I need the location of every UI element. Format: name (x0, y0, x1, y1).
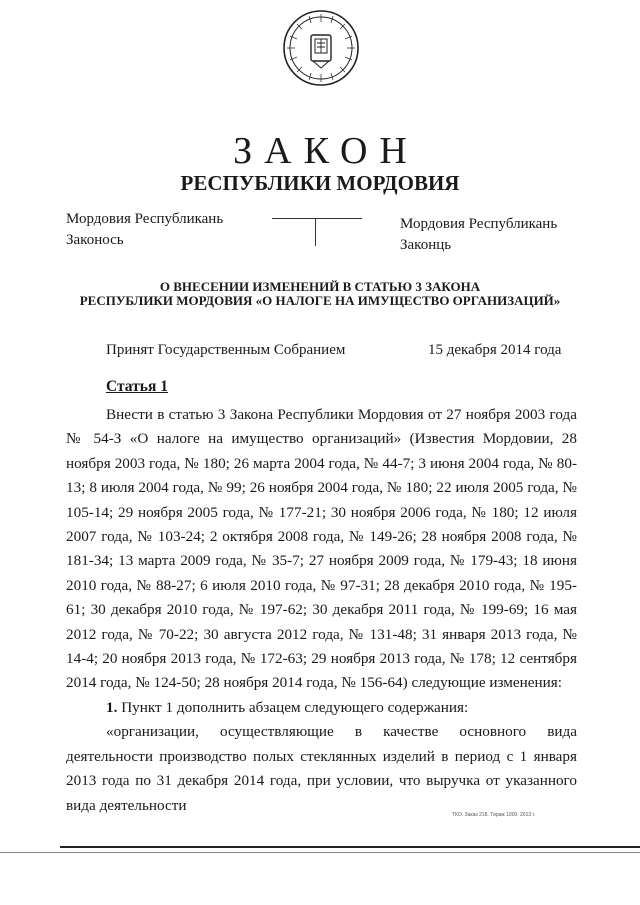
adoption-date: 15 декабря 2014 года (428, 342, 562, 358)
moksha-title-right (400, 214, 557, 256)
article-body (66, 403, 577, 818)
item-text: Пункт 1 дополнить абзацем следующего содержания: (121, 698, 469, 716)
moksha-left-line2: Законось (66, 232, 124, 248)
moksha-right-line2: Законць (400, 237, 452, 253)
article-item (66, 696, 577, 720)
article-paragraph: Внести в статью 3 Закона Республики Мордовия от 27 ноября 2003 года № 54-З «О налоге на имущество организаций» (Известия Мордовии, 28 ноября 2003 года, № 180; 26 марта 2004 года, № 44-7; 3 июня 2004 года, № 80-13; 8 июля 2004 года, № 99; 26 ноября 2004 года, № 180; 22 июля 2005 года, № 105-14; 29 ноября 2005 года, № 177-21; 30 ноября 2006 года, № 180; 12 июля 2007 года, № 103-24; 2 октября 2008 года, № 149-26; 28 ноября 2008 года, № 181-34; 13 марта 2009 года, № 35-7; 27 ноября 2009 года, № 179-43; 18 июня 2010 года, № 88-27; 6 июля 2010 года, № 97-31; 28 декабря 2010 года, № 195-61; 30 декабря 2010 года, № 197-62; 30 декабря 2011 года, № 199-69; 16 мая 2012 года, № 70-22; 30 августа 2012 года, № 131-48; 31 января 2013 года, № 14-4; 20 ноября 2013 года, № 172-63; 29 ноября 2013 года, № 178; 12 сентября 2014 года, № 124-50; 28 ноября 2014 года, № 156-64) следующие изменения: (66, 406, 577, 692)
article-title: Статья 1 (106, 378, 168, 395)
header-divider-horizontal (272, 218, 362, 219)
moksha-title-left (66, 209, 223, 251)
print-note: ТКО. Заказ 218. Тираж 1000. 2013 г. (452, 812, 536, 818)
header-divider-vertical (315, 218, 316, 246)
footer-rule (60, 846, 640, 848)
law-title: ЗАКОН (233, 130, 419, 172)
footer-rule-thin (0, 852, 640, 853)
law-subtitle: РЕСПУБЛИКИ МОРДОВИЯ (180, 171, 460, 195)
law-heading-line2: РЕСПУБЛИКИ МОРДОВИЯ «О НАЛОГЕ НА ИМУЩЕСТВО ОРГАНИЗАЦИЙ» (79, 293, 561, 308)
quoted-amendment: «организации, осуществляющие в качестве основного вида деятельности производство полых стеклянных изделий в период с 1 января 2013 года по 31 декабря 2014 года, при условии, что выручка от указанного вида деятельности (66, 723, 577, 814)
coat-of-arms-emblem (280, 8, 362, 88)
item-number: 1. (106, 698, 118, 716)
moksha-left-line1: Мордовия Республикань (66, 211, 224, 227)
law-heading-line1: О ВНЕСЕНИИ ИЗМЕНЕНИЙ В СТАТЬЮ 3 ЗАКОНА (159, 279, 481, 294)
moksha-right-line1: Мордовия Республикань (400, 216, 558, 232)
adoption-body: Принят Государственным Собранием (106, 342, 346, 358)
